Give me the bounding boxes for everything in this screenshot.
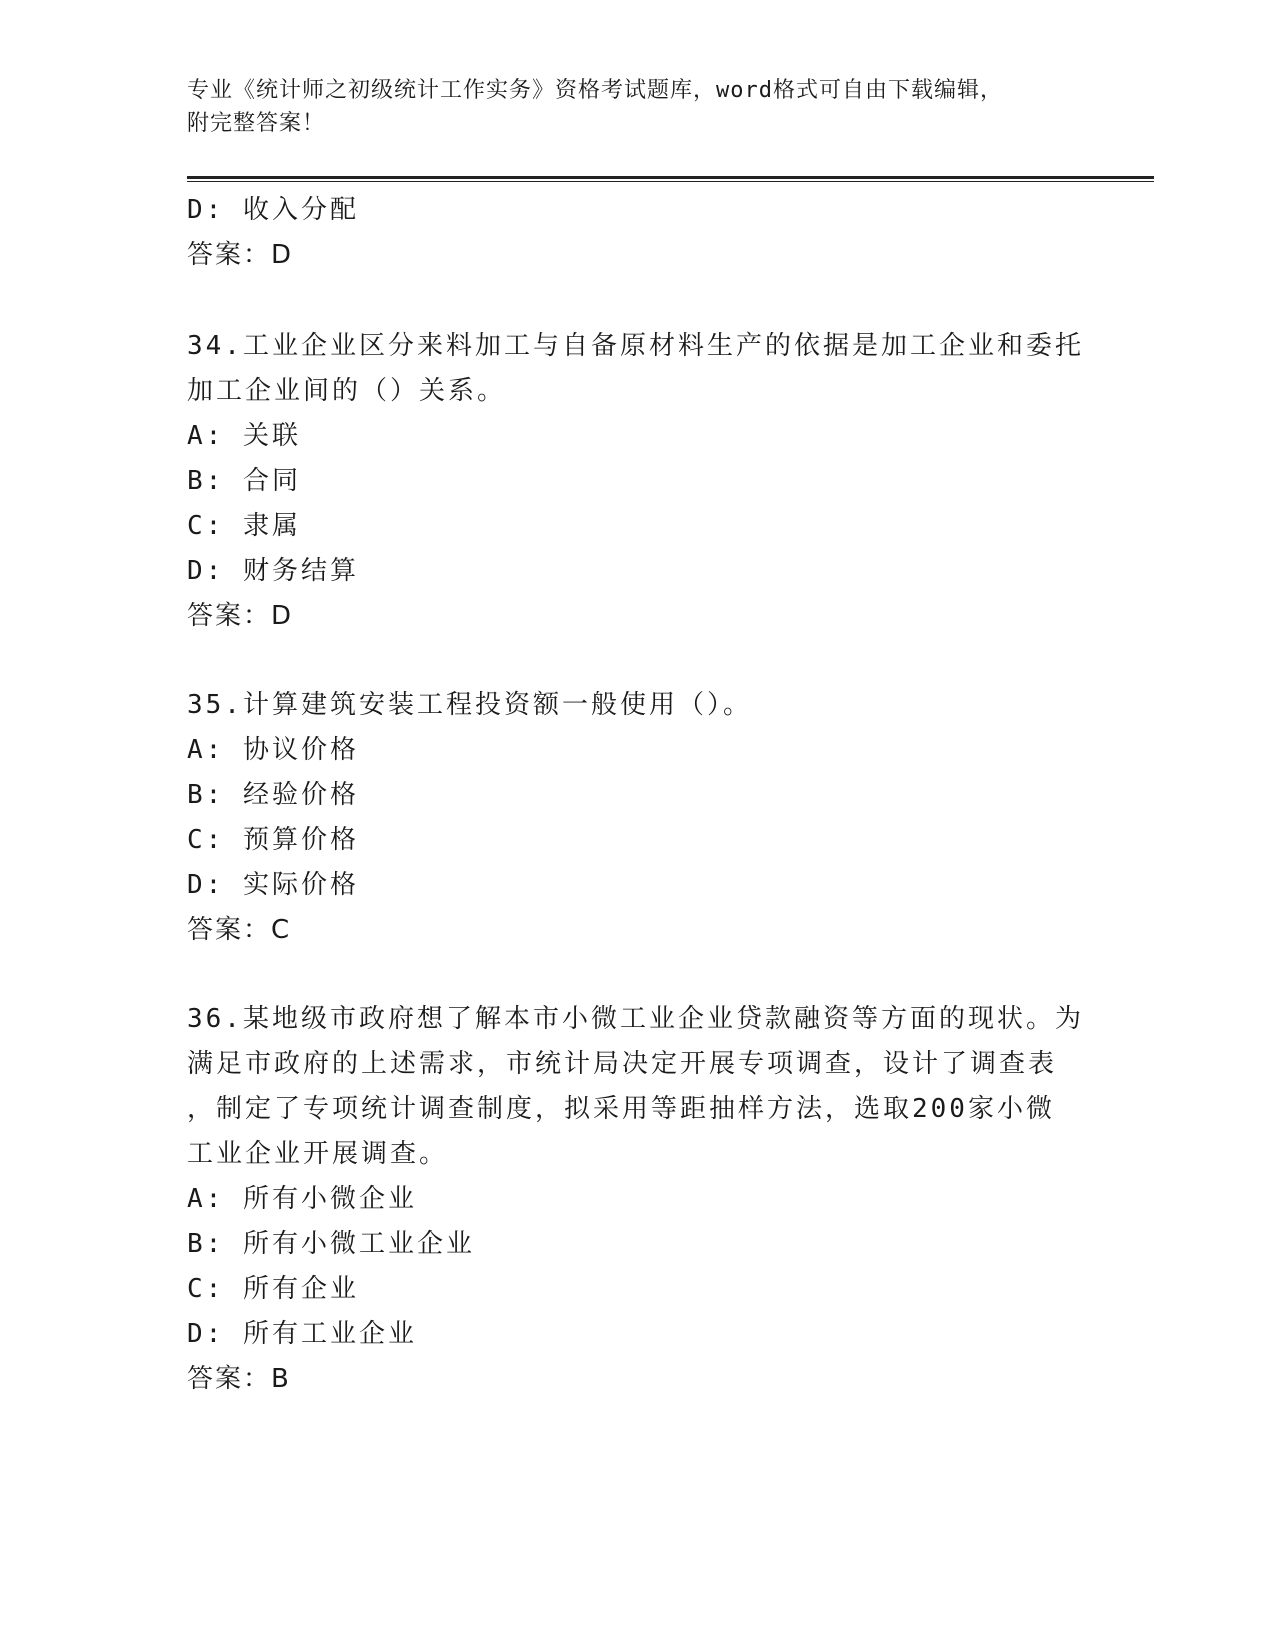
question-stem-line: 加工企业间的（）关系。 bbox=[187, 376, 507, 406]
question-stem-line: 36.某地级市政府想了解本市小微工业企业贷款融资等方面的现状。为 bbox=[187, 1004, 1084, 1034]
question-stem-line: 34.工业企业区分来料加工与自备原材料生产的依据是加工企业和委托 bbox=[187, 331, 1084, 361]
option-b: B: 所有小微工业企业 bbox=[187, 1229, 475, 1259]
header-note-line-2: 附完整答案！ bbox=[187, 111, 326, 136]
answer-line: 答案：D bbox=[187, 601, 294, 631]
option-a: A: 协议价格 bbox=[187, 735, 359, 765]
option-c: C: 预算价格 bbox=[187, 825, 359, 855]
question-36 bbox=[187, 997, 1087, 1402]
header-note-line-1: 专业《统计师之初级统计工作实务》资格考试题库，word格式可自由下载编辑， bbox=[187, 78, 1003, 103]
option-d: D: 实际价格 bbox=[187, 870, 359, 900]
header-divider-thick bbox=[187, 176, 1154, 179]
carryover-block bbox=[187, 188, 1087, 278]
option-c: C: 所有企业 bbox=[187, 1274, 359, 1304]
answer-line: 答案：B bbox=[187, 1364, 291, 1394]
header-divider-thin bbox=[187, 181, 1154, 182]
option-c: C: 隶属 bbox=[187, 511, 301, 541]
question-34 bbox=[187, 324, 1087, 639]
question-stem-line: 满足市政府的上述需求，市统计局决定开展专项调查，设计了调查表 bbox=[187, 1049, 1058, 1079]
question-stem-line: 35.计算建筑安装工程投资额一般使用（）。 bbox=[187, 690, 752, 720]
option-d: D: 所有工业企业 bbox=[187, 1319, 417, 1349]
option-a: A: 所有小微企业 bbox=[187, 1184, 417, 1214]
option-b: B: 经验价格 bbox=[187, 780, 359, 810]
answer-line: 答案：C bbox=[187, 915, 292, 945]
option-b: B: 合同 bbox=[187, 466, 301, 496]
question-stem-line: ，制定了专项统计调查制度，拟采用等距抽样方法，选取200家小微 bbox=[187, 1094, 1055, 1124]
option-a: A: 关联 bbox=[187, 421, 301, 451]
option-d: D: 财务结算 bbox=[187, 556, 359, 586]
document-header-note bbox=[187, 74, 1067, 140]
question-list bbox=[187, 188, 1087, 1402]
answer-line: 答案：D bbox=[187, 240, 294, 270]
option-d: D: 收入分配 bbox=[187, 195, 359, 225]
question-stem-line: 工业企业开展调查。 bbox=[187, 1139, 449, 1169]
question-35 bbox=[187, 683, 1087, 953]
